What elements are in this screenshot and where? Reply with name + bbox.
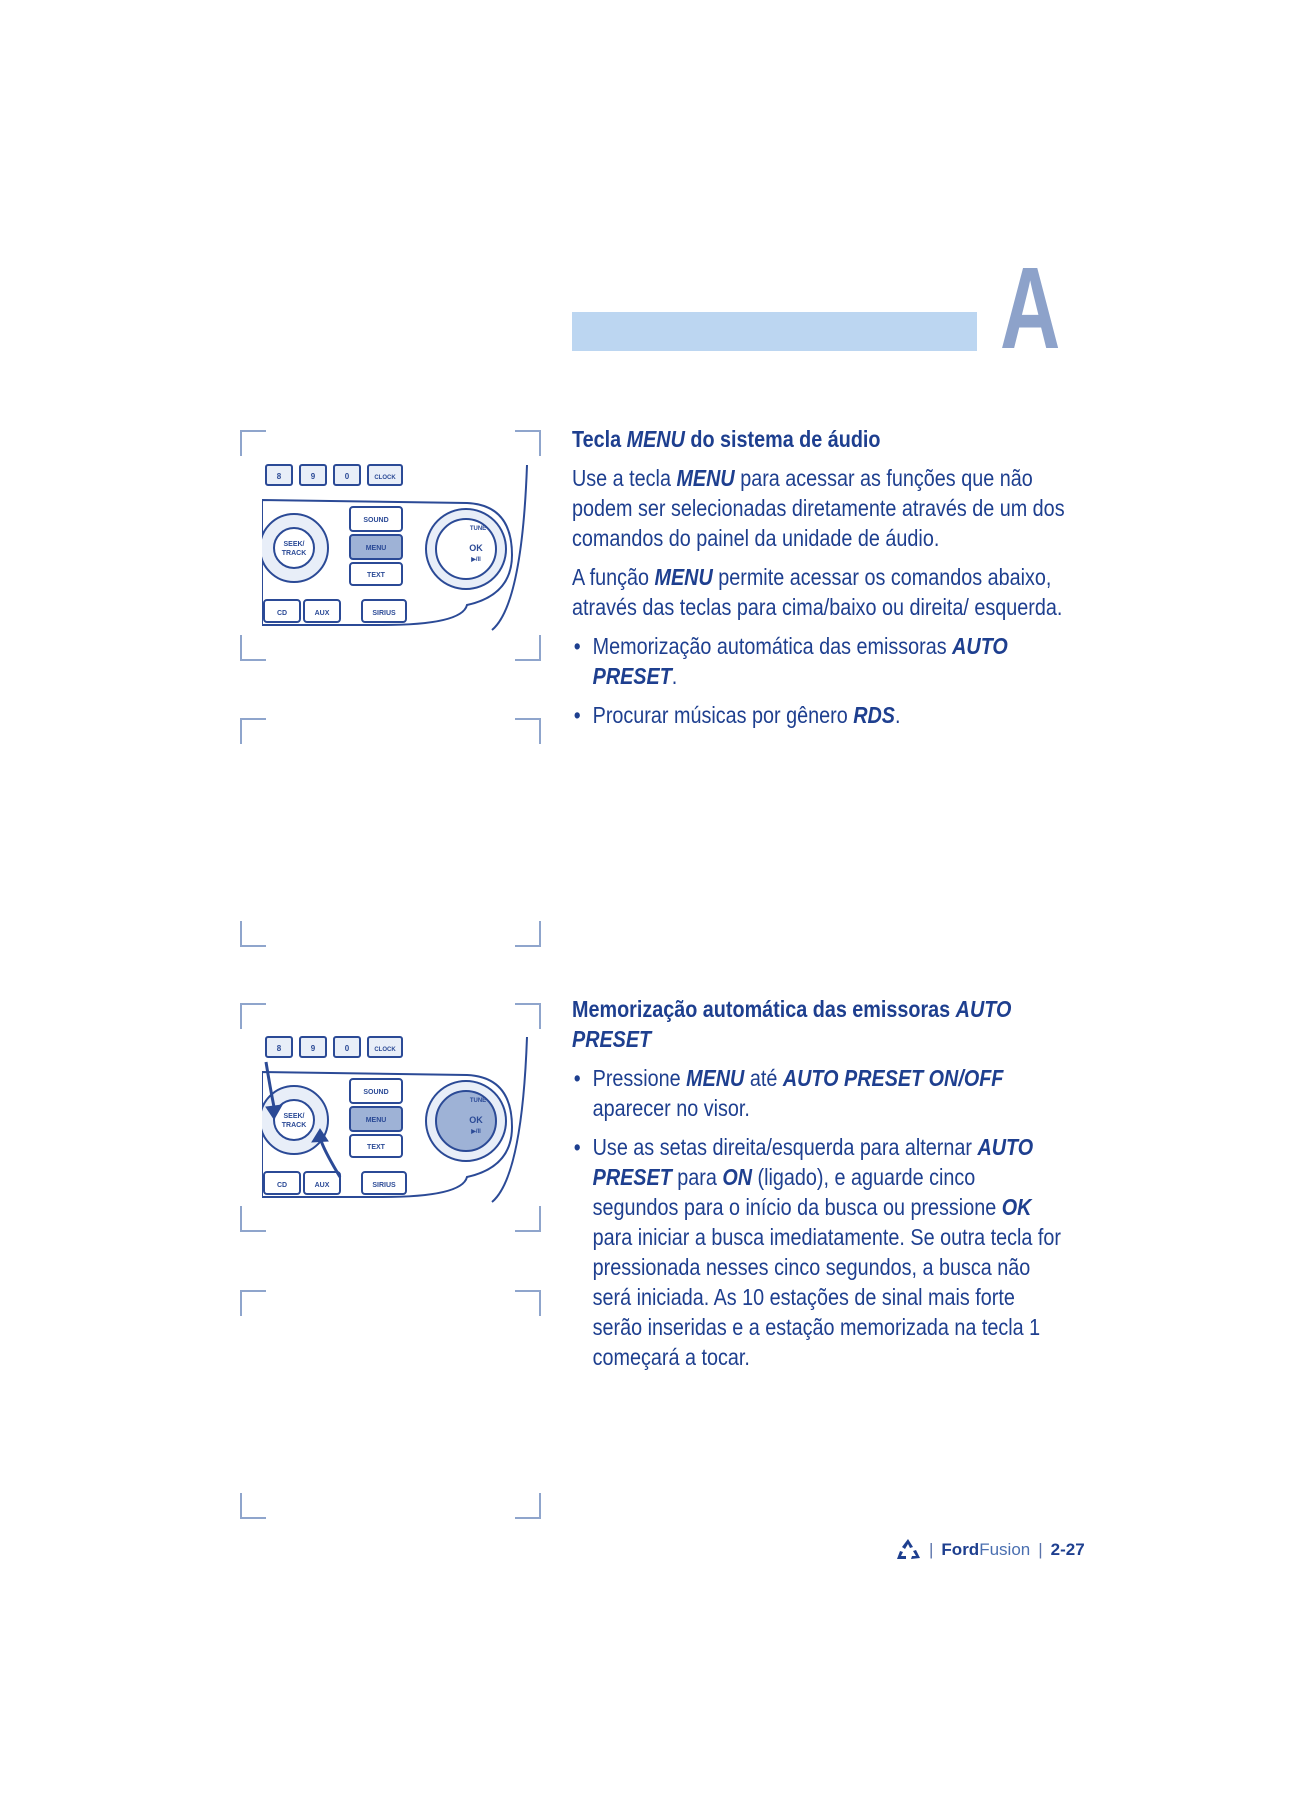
sirius-key: SIRIUS	[372, 1182, 396, 1189]
crop-mark	[240, 1003, 266, 1029]
cd-key: CD	[276, 610, 288, 617]
ok-label: OK	[469, 1115, 483, 1125]
crop-mark	[240, 1493, 266, 1519]
seek-label-1: SEEK/	[283, 1113, 305, 1120]
footer-separator: |	[1038, 1540, 1043, 1559]
key-0: 0	[344, 1044, 350, 1053]
tune-label: TUNE	[469, 526, 487, 532]
menu-key: MENU	[365, 545, 387, 552]
crop-mark	[515, 1003, 541, 1029]
key-8: 8	[276, 1044, 282, 1053]
list-item: • Memorização automática das emissoras AUTO PRESET.	[572, 631, 1067, 691]
crop-mark	[515, 1290, 541, 1316]
page-footer	[895, 1538, 1085, 1562]
paragraph: A função MENU permite acessar os comandos abaixo, através das teclas para cima/baixo ou direita/ esquerda.	[572, 564, 1063, 620]
section-auto-preset	[572, 994, 1147, 1381]
crop-mark	[240, 921, 266, 947]
seek-label-1: SEEK/	[283, 541, 305, 548]
audio-panel-arrows-illustration	[262, 1027, 532, 1227]
section-heading: Memorização automática das emissoras AUTO PRESET	[572, 996, 1012, 1052]
key-clock: CLOCK	[374, 1047, 396, 1053]
crop-mark	[240, 718, 266, 744]
seek-label-2: TRACK	[281, 550, 307, 557]
sound-key: SOUND	[363, 1089, 389, 1096]
chapter-letter: A	[1000, 243, 1061, 373]
footer-separator: |	[929, 1540, 934, 1559]
list-item: • Use as setas direita/esquerda para alternar AUTO PRESET para ON (ligado), e aguarde cinco segundos para o início da busca ou pressione OK para iniciar a busca imediatamente. Se outra tecla for pressionada nesses cinco segundos, a busca não será iniciada. As 10 estações de sinal mais forte serão inseridas e a estação memorizada na tecla 1 começará a tocar.	[572, 1132, 1067, 1372]
chapter-bar	[572, 312, 977, 351]
crop-mark	[515, 430, 541, 456]
sound-key: SOUND	[363, 517, 389, 524]
bullet-list	[572, 631, 1067, 730]
bullet-list	[572, 1063, 1067, 1372]
play-pause-label: ▶/II	[471, 557, 481, 563]
paragraph: Use a tecla MENU para acessar as funções que não podem ser selecionadas diretamente através de um dos comandos do painel da unidade de áudio.	[572, 465, 1065, 551]
audio-panel-illustration	[262, 455, 532, 655]
crop-mark	[515, 1493, 541, 1519]
section-heading: Tecla MENU do sistema de áudio	[572, 426, 881, 452]
key-0: 0	[344, 472, 350, 481]
page-number: 2-27	[1050, 1540, 1085, 1559]
text-key: TEXT	[367, 572, 385, 579]
tune-label: TUNE	[469, 1098, 487, 1104]
crop-mark	[240, 430, 266, 456]
text-key: TEXT	[367, 1144, 385, 1151]
list-item: • Procurar músicas por gênero RDS.	[572, 700, 1067, 730]
crop-mark	[515, 718, 541, 744]
seek-label-2: TRACK	[281, 1122, 307, 1129]
menu-key: MENU	[365, 1117, 387, 1124]
cd-key: CD	[276, 1182, 288, 1189]
key-clock: CLOCK	[374, 475, 396, 481]
play-pause-label: ▶/II	[471, 1129, 481, 1135]
recycle-icon	[895, 1538, 921, 1562]
crop-mark	[240, 1290, 266, 1316]
list-item: • Pressione MENU até AUTO PRESET ON/OFF aparecer no visor.	[572, 1063, 1067, 1123]
ok-label: OK	[469, 543, 483, 553]
key-9: 9	[310, 1044, 316, 1053]
crop-mark	[515, 921, 541, 947]
section-menu-key	[572, 424, 1147, 739]
key-9: 9	[310, 472, 316, 481]
key-8: 8	[276, 472, 282, 481]
aux-key: AUX	[314, 610, 330, 617]
footer-brand: FordFusion	[941, 1540, 1031, 1559]
sirius-key: SIRIUS	[372, 610, 396, 617]
aux-key: AUX	[314, 1182, 330, 1189]
